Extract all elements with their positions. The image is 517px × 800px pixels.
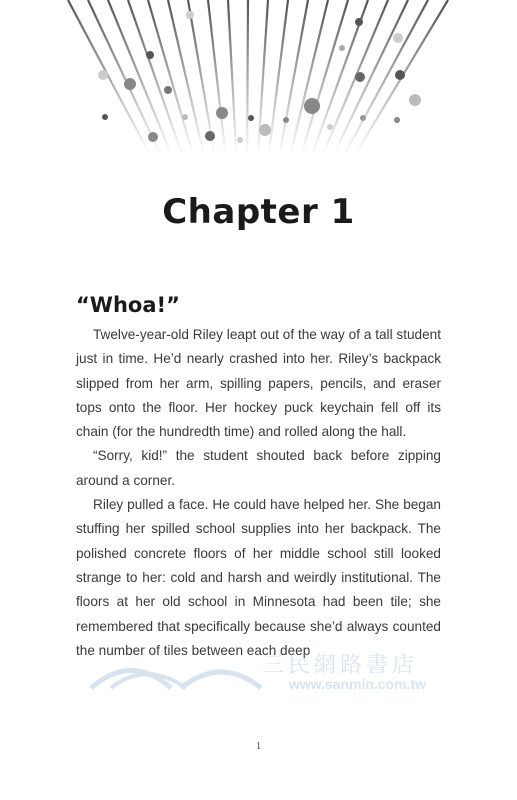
ray-dot bbox=[248, 115, 254, 121]
watermark-url: www.sanmin.com.tw bbox=[288, 676, 426, 692]
ray-dot bbox=[409, 94, 421, 106]
ray-dot bbox=[164, 86, 172, 94]
chapter-opening-line: “Whoa!” bbox=[76, 293, 180, 317]
paragraph-3: Riley pulled a face. He could have helped her. She began stuffing her spilled school supplies into her backpack. The polished concrete floors of her middle school still looked strange to her: cold and harsh and weirdly institutional. The floors at her old school in Minnesota had been tile; she remembered that specifically because she’d always counted the number of tiles between each deep bbox=[76, 497, 441, 658]
chapter-body bbox=[76, 323, 441, 663]
ray-line bbox=[108, 0, 172, 155]
ray-dot bbox=[124, 78, 136, 90]
ray-dot bbox=[355, 18, 363, 26]
ray-line bbox=[279, 0, 308, 155]
ray-line bbox=[228, 0, 236, 155]
ray-dot bbox=[98, 70, 108, 80]
page-number: 1 bbox=[255, 740, 262, 752]
paragraph-2: “Sorry, kid!” the student shouted back before zipping around a corner. bbox=[76, 448, 441, 488]
chapter-title: Chapter 1 bbox=[162, 192, 355, 232]
paragraph-1: Twelve-year-old Riley leapt out of the way of a tall student just in time. He’d nearly crashed into her. Riley’s backpack slipped from her arm, spilling papers, pencils, and eraser tops onto the floor. Her hockey puck keychain fell off its chain (for the hundredth time) and rolled along the hall. bbox=[76, 327, 441, 440]
ray-dot bbox=[339, 45, 345, 51]
ray-line bbox=[68, 0, 150, 155]
ray-dot bbox=[360, 115, 366, 121]
ray-dot bbox=[148, 132, 158, 142]
ray-dot bbox=[304, 98, 320, 114]
ray-dot bbox=[327, 124, 333, 130]
ray-line bbox=[269, 0, 288, 155]
ray-dot bbox=[146, 51, 154, 59]
ray-dot bbox=[355, 72, 365, 82]
watermark-text: 三民網路書店 bbox=[261, 653, 418, 678]
ray-line bbox=[247, 0, 248, 155]
ray-dot bbox=[259, 124, 271, 136]
decorative-light-rays bbox=[0, 0, 517, 160]
ray-dot bbox=[283, 117, 289, 123]
ray-dot bbox=[237, 137, 243, 143]
ray-dot bbox=[395, 70, 405, 80]
ray-dot bbox=[186, 11, 194, 19]
ray-dot bbox=[216, 107, 228, 119]
ray-dot bbox=[205, 131, 215, 141]
ray-dot bbox=[393, 33, 403, 43]
ray-dot bbox=[182, 114, 188, 120]
ray-dot bbox=[102, 114, 108, 120]
ray-dot bbox=[394, 117, 400, 123]
